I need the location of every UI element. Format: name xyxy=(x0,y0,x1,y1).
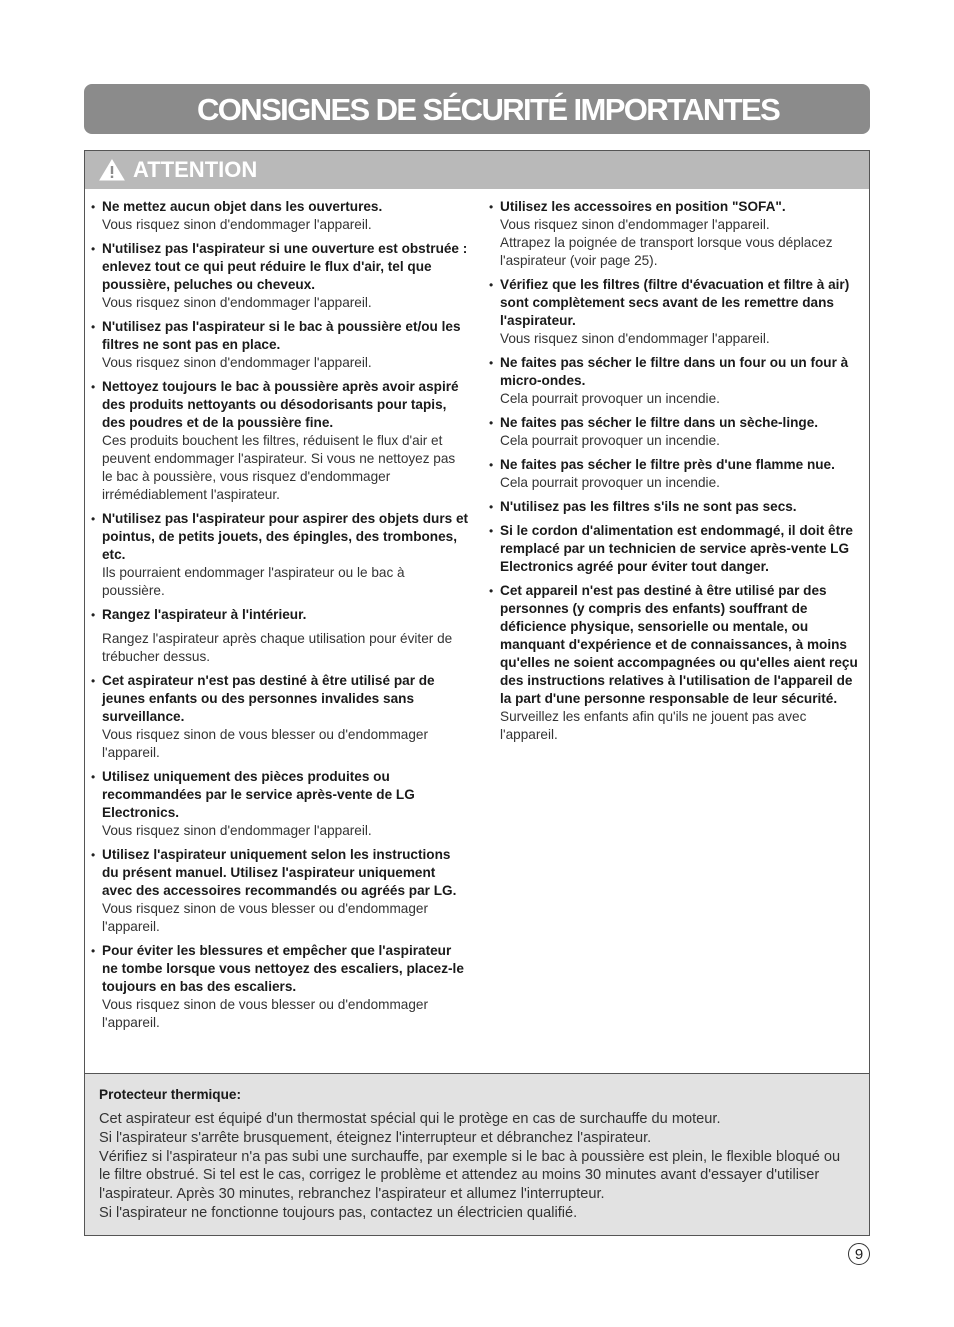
safety-item-text: Cela pourrait provoquer un incendie. xyxy=(500,391,720,406)
bullet: • xyxy=(489,278,494,292)
attention-label: ATTENTION xyxy=(133,157,258,182)
safety-item xyxy=(91,378,469,504)
page-number: 9 xyxy=(848,1243,870,1265)
safety-item xyxy=(489,582,865,744)
safety-item-bold: Nettoyez toujours le bac à poussière après avoir aspiré des produits nettoyants ou désodorisants pour tapis, des poudres et de la poussière fine. xyxy=(102,379,459,430)
safety-item xyxy=(489,522,865,576)
safety-item-text: Vous risquez sinon d'endommager l'appareil. xyxy=(102,295,372,310)
bullet: • xyxy=(91,770,96,784)
safety-item xyxy=(91,510,469,600)
safety-item xyxy=(91,846,469,936)
bullet: • xyxy=(91,674,96,688)
safety-item-bold: N'utilisez pas l'aspirateur si le bac à poussière et/ou les filtres ne sont pas en place. xyxy=(102,319,461,352)
safety-item-bold: Utilisez l'aspirateur uniquement selon les instructions du présent manuel. Utilisez l'aspirateur uniquement avec des accessoires recommandés ou agréés par LG. xyxy=(102,847,457,898)
thermal-line: Cet aspirateur est équipé d'un thermostat spécial qui le protège en cas de surchauffe du moteur. xyxy=(99,1111,721,1127)
bullet: • xyxy=(489,584,494,598)
safety-item-text: Cela pourrait provoquer un incendie. xyxy=(500,475,720,490)
bullet: • xyxy=(489,416,494,430)
bullet: • xyxy=(91,242,96,256)
safety-item-bold: Si le cordon d'alimentation est endommagé, il doit être remplacé par un technicien de service après-vente LG Electronics agréé pour éviter tout danger. xyxy=(500,523,853,574)
safety-item-text: Vous risquez sinon d'endommager l'appareil. xyxy=(500,217,770,232)
safety-item-text: Ces produits bouchent les filtres, réduisent le flux d'air et peuvent endommager l'aspirateur. Si vous ne nettoyez pas le bac à poussière, vous risquez d'endommager irrémédiablement l'aspirateur. xyxy=(102,433,456,502)
left-column xyxy=(91,198,469,1038)
bullet: • xyxy=(91,608,96,622)
safety-item xyxy=(91,942,469,1032)
thermal-protector-section xyxy=(85,1073,869,1235)
bullet: • xyxy=(91,320,96,334)
bullet: • xyxy=(489,524,494,538)
right-column xyxy=(489,198,865,750)
safety-item-text: Surveillez les enfants afin qu'ils ne jouent pas avec l'appareil. xyxy=(500,709,807,742)
safety-item xyxy=(489,276,865,348)
safety-item-bold: Ne mettez aucun objet dans les ouvertures. xyxy=(102,199,383,214)
safety-item-text: Vous risquez sinon d'endommager l'appareil. xyxy=(500,331,770,346)
safety-item-text: Vous risquez sinon de vous blesser ou d'endommager l'appareil. xyxy=(102,727,429,760)
safety-item-bold: Cet appareil n'est pas destiné à être utilisé par des personnes (y compris des enfants) souffrant de déficience physique, sensorielle ou mentale, ou manquant d'expérience et de connaissances, à moins qu'elles ne soient accompagnées ou qu'elles aient reçu des instructions relatives à l'utilisation de l'appareil de la part d'une personne responsable de leur sécurité. xyxy=(500,583,858,706)
safety-item-text: Rangez l'aspirateur après chaque utilisation pour éviter de trébucher dessus. xyxy=(102,631,453,664)
safety-item-text: Vous risquez sinon d'endommager l'appareil. xyxy=(102,217,372,232)
bullet: • xyxy=(489,458,494,472)
safety-item-bold: Ne faites pas sécher le filtre près d'une flamme nue. xyxy=(500,457,835,472)
attention-box xyxy=(84,150,870,1236)
safety-item xyxy=(489,414,865,450)
safety-item-bold: Cet aspirateur n'est pas destiné à être utilisé par de jeunes enfants ou des personnes invalides sans surveillance. xyxy=(102,673,435,724)
safety-item-text: Cela pourrait provoquer un incendie. xyxy=(500,433,720,448)
safety-item-text: Vous risquez sinon de vous blesser ou d'endommager l'appareil. xyxy=(102,997,429,1030)
safety-item-text: Vous risquez sinon d'endommager l'appareil. xyxy=(102,355,372,370)
safety-item-bold: Ne faites pas sécher le filtre dans un four ou un four à micro-ondes. xyxy=(500,355,849,388)
thermal-line: Vérifiez si l'aspirateur n'a pas subi une surchauffe, par exemple si le bac à poussière est plein, le flexible bloqué ou le filtre obstrué. Si tel est le cas, corrigez le problème et attendez au moins 30 minutes avant d'essayer d'utiliser l'aspirateur. Après 30 minutes, rebranchez l'aspirateur et allumez l'interrupteur. xyxy=(99,1148,841,1203)
safety-item-bold: N'utilisez pas les filtres s'ils ne sont pas secs. xyxy=(500,499,797,514)
safety-item xyxy=(489,498,865,516)
safety-item-bold: Ne faites pas sécher le filtre dans un sèche-linge. xyxy=(500,415,819,430)
safety-item-bold: Utilisez les accessoires en position "SOFA". xyxy=(500,199,786,214)
safety-item-bold: Utilisez uniquement des pièces produites ou recommandées par le service après-vente de LG Electronics. xyxy=(102,769,415,820)
safety-item-bold: Pour éviter les blessures et empêcher que l'aspirateur ne tombe lorsque vous nettoyez des escaliers, placez-le toujours en bas des escaliers. xyxy=(102,943,464,994)
bullet: • xyxy=(91,200,96,214)
safety-item xyxy=(91,240,469,312)
page-title: CONSIGNES DE SÉCURITÉ IMPORTANTES xyxy=(197,91,780,127)
safety-item-bold: N'utilisez pas l'aspirateur pour aspirer des objets durs et pointus, de petits jouets, des épingles, des trombones, etc. xyxy=(102,511,469,562)
safety-item xyxy=(489,456,865,492)
warning-triangle-icon xyxy=(99,159,125,181)
safety-item xyxy=(91,198,469,234)
safety-item-text: Vous risquez sinon de vous blesser ou d'endommager l'appareil. xyxy=(102,901,429,934)
title-bar xyxy=(84,84,870,134)
thermal-title: Protecteur thermique: xyxy=(99,1087,242,1102)
bullet: • xyxy=(91,512,96,526)
safety-item-bold: Rangez l'aspirateur à l'intérieur. xyxy=(102,607,307,622)
bullet: • xyxy=(489,500,494,514)
safety-item-bold: Vérifiez que les filtres (filtre d'évacuation et filtre à air) sont complètement secs avant de les remettre dans l'aspirateur. xyxy=(500,277,850,328)
safety-item-text: Vous risquez sinon d'endommager l'appareil. xyxy=(102,823,372,838)
safety-item xyxy=(91,606,469,666)
safety-item xyxy=(489,198,865,270)
thermal-line: Si l'aspirateur s'arrête brusquement, éteignez l'interrupteur et débranchez l'aspirateur. xyxy=(99,1129,652,1146)
thermal-line: Si l'aspirateur ne fonctionne toujours pas, contactez un électricien qualifié. xyxy=(99,1204,578,1221)
safety-item xyxy=(489,354,865,408)
attention-header xyxy=(85,151,869,189)
safety-item-bold: N'utilisez pas l'aspirateur si une ouverture est obstruée : enlevez tout ce qui peut réduire le flux d'air, tel que poussière, peluches ou cheveux. xyxy=(102,241,468,292)
safety-item-text: Attrapez la poignée de transport lorsque vous déplacez l'aspirateur (voir page 25). xyxy=(500,235,833,268)
bullet: • xyxy=(91,380,96,394)
bullet: • xyxy=(91,848,96,862)
safety-item xyxy=(91,768,469,840)
bullet: • xyxy=(489,200,494,214)
bullet: • xyxy=(91,944,96,958)
safety-item xyxy=(91,672,469,762)
bullet: • xyxy=(489,356,494,370)
safety-item-text: Ils pourraient endommager l'aspirateur ou le bac à poussière. xyxy=(102,565,405,598)
safety-item xyxy=(91,318,469,372)
